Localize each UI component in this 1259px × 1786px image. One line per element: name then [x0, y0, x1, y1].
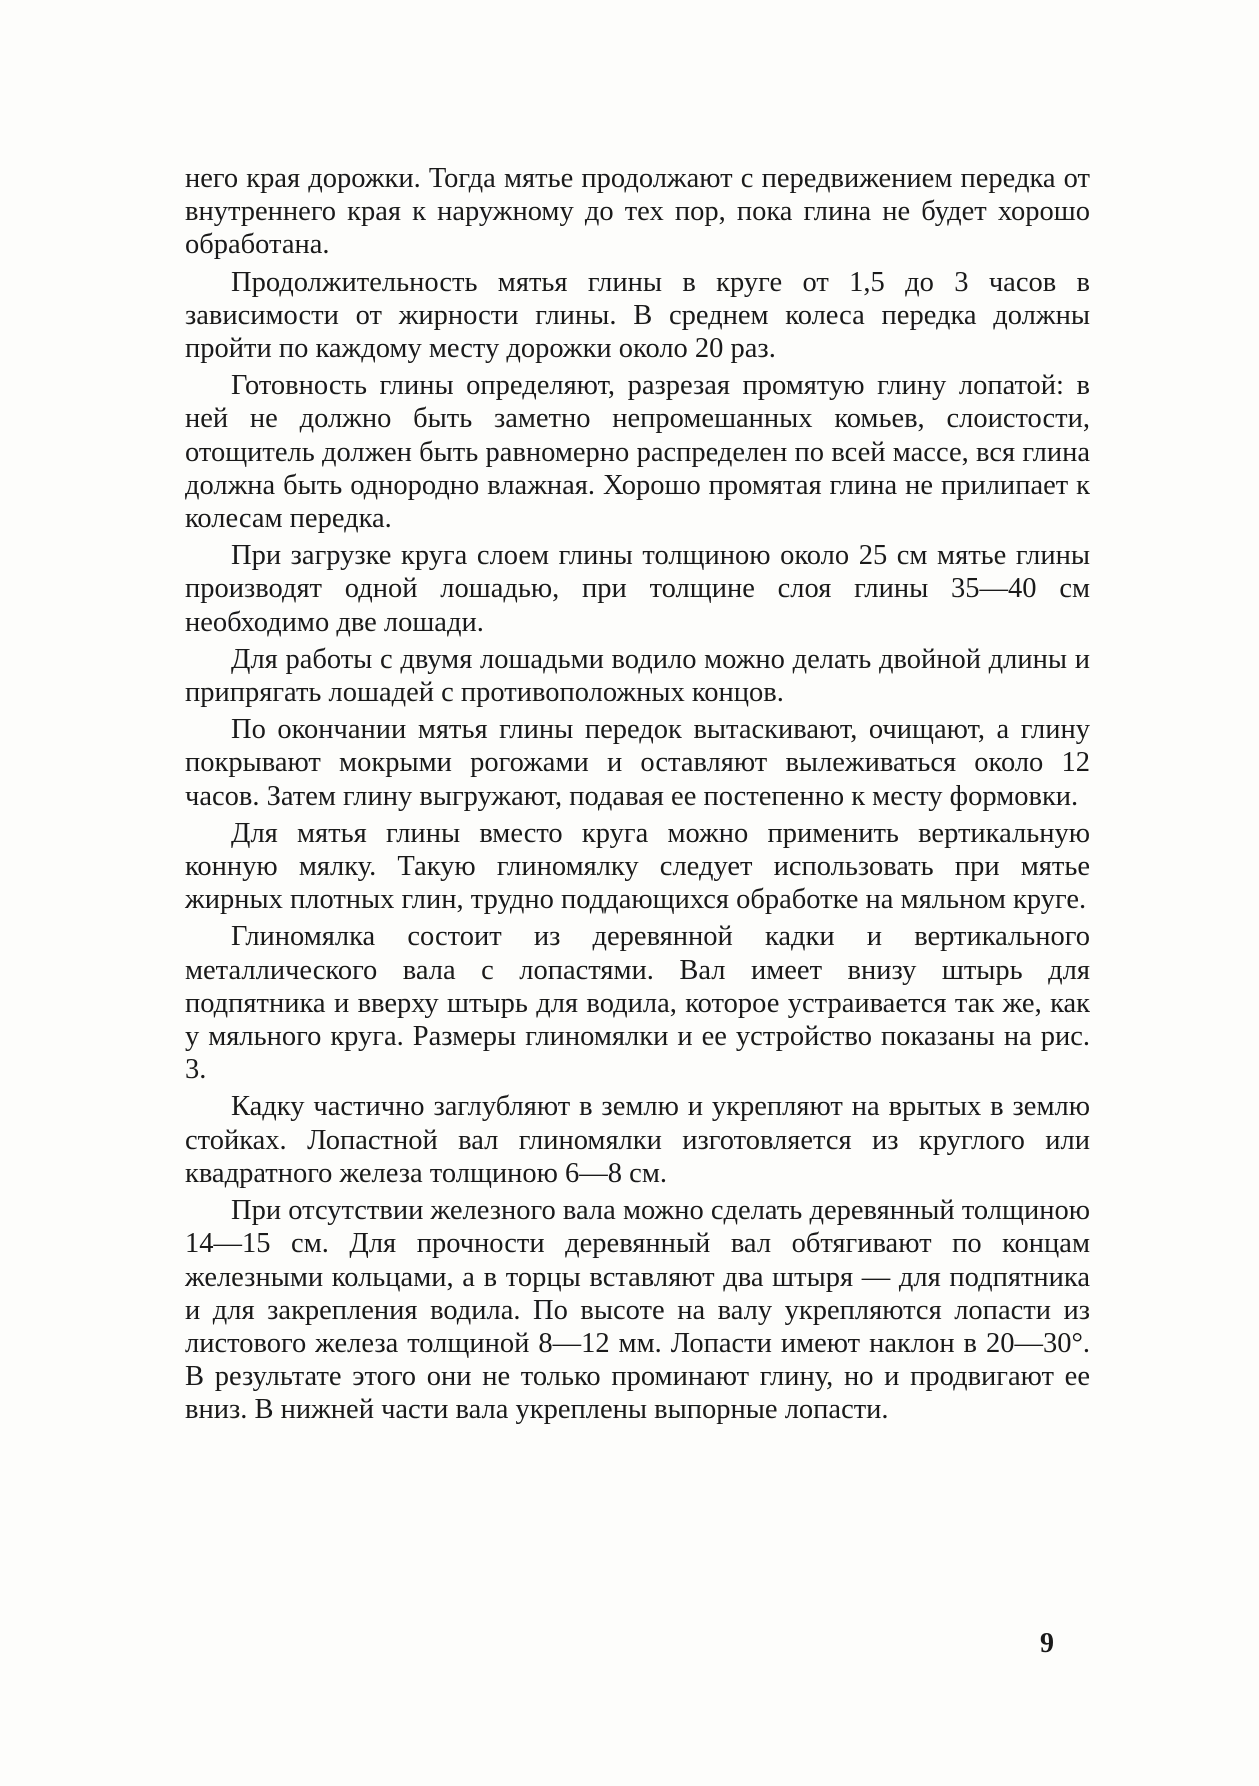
- paragraph-9: Кадку частично заглубляют в землю и укрепляют на врытых в землю стойках. Лопастной вал глиномялки изготовляется из круглого или квадратного железа толщиною 6—8 см.: [185, 1091, 1090, 1189]
- paragraph-4: При загрузке круга слоем глины толщиною около 25 см мятье глины производят одной лошадью, при толщине слоя глины 35—40 см необходимо две лошади.: [185, 540, 1090, 638]
- page-number: 9: [1040, 1628, 1054, 1659]
- paragraph-3: Готовность глины определяют, разрезая промятую глину лопатой: в ней не должно быть заметно непромешанных комьев, слоистости, отощитель должен быть равномерно распределен по всей массе, вся глина должна быть однородно влажная. Хорошо промятая глина не прилипает к колесам передка.: [185, 370, 1090, 535]
- paragraph-2: Продолжительность мятья глины в круге от 1,5 до 3 часов в зависимости от жирности глины. В среднем колеса передка должны пройти по каждому месту дорожки около 20 раз.: [185, 266, 1090, 365]
- paragraph-8: Глиномялка состоит из деревянной кадки и вертикального металлического вала с лопастями. Вал имеет внизу штырь для подпятника и вверху штырь для водила, которое устраивается так же, как у мяльного круга. Размеры глиномялки и ее устройство показаны на рис. 3.: [185, 921, 1090, 1086]
- paragraph-5: Для работы с двумя лошадьми водило можно делать двойной длины и припрягать лошадей с противоположных концов.: [185, 643, 1090, 709]
- paragraph-7: Для мятья глины вместо круга можно применить вертикальную конную мялку. Такую глиномялку следует использовать при мятье жирных плотных глин, трудно поддающихся обработке на мяльном круге.: [185, 817, 1090, 916]
- paragraph-6: По окончании мятья глины передок вытаскивают, очищают, а глину покрывают мокрыми рогожами и оставляют вылеживаться около 12 часов. Затем глину выгружают, подавая ее постепенно к месту формовки.: [185, 714, 1090, 812]
- paragraph-1: него края дорожки. Тогда мятье продолжают с передвижением передка от внутреннего края к наружному до тех пор, пока глина не будет хорошо обработана.: [185, 163, 1090, 261]
- paragraph-10: При отсутствии железного вала можно сделать деревянный толщиною 14—15 см. Для прочности деревянный вал обтягивают по концам железными кольцами, а в торцы вставляют два штыря — для подпятника и для закрепления водила. По высоте на валу укрепляются лопасти из листового железа толщиной 8—12 мм. Лопасти имеют наклон в 20—30°. В результате этого они не только проминают глину, но и продвигают ее вниз. В нижней части вала укреплены выпорные лопасти.: [185, 1195, 1090, 1426]
- body-text: [185, 162, 1090, 1431]
